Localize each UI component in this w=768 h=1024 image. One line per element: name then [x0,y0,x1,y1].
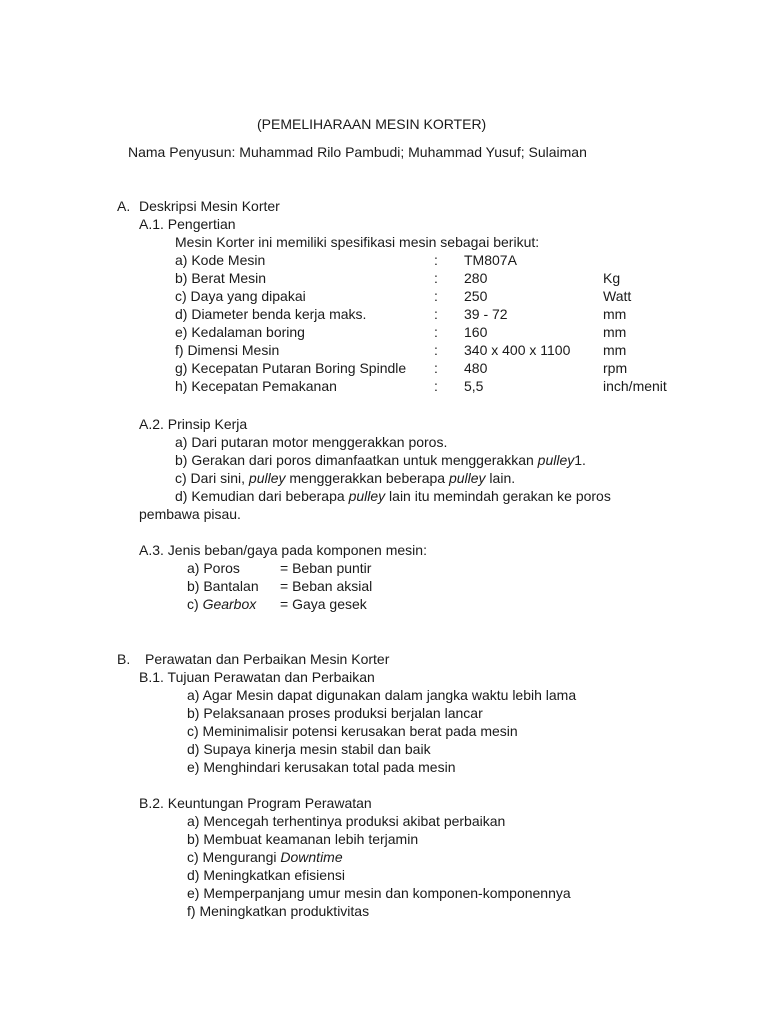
emphasis: pulley [248,470,286,486]
section-b-marker: B. [117,651,131,667]
emphasis: Gearbox [202,596,257,612]
text-run: c) Dari sini, [175,470,249,486]
spec-label: g) Kecepatan Putaran Boring Spindle [175,360,407,376]
document-title: (PEMELIHARAAN MESIN KORTER) [257,116,487,132]
authors-line: Nama Penyusun: Muhammad Rilo Pambudi; Muhammad Yusuf; Sulaiman [128,144,587,160]
section-a-marker: A. [117,198,131,214]
spec-unit: mm [603,342,627,358]
a2-heading: A.2. Prinsip Kerja [139,416,248,432]
b2-item-a: a) Mencegah terhentinya produksi akibat perbaikan [187,813,506,829]
spec-unit: inch/menit [603,378,667,394]
emphasis: pulley [537,452,575,468]
spec-unit: mm [603,324,627,340]
spec-label: h) Kecepatan Pemakanan [175,378,337,394]
spec-value: 340 x 400 x 1100 [464,342,571,358]
a3-heading: A.3. Jenis beban/gaya pada komponen mesin: [139,542,427,558]
b2-heading: B.2. Keuntungan Program Perawatan [139,795,372,811]
spec-sep: : [434,306,438,322]
spec-value: 39 - 72 [464,306,508,322]
spec-sep: : [434,324,438,340]
spec-label: d) Diameter benda kerja maks. [175,306,367,322]
spec-unit: Kg [603,270,621,286]
b1-item: c) Meminimalisir potensi kerusakan berat pada mesin [187,723,518,739]
a1-heading: A.1. Pengertian [139,216,236,232]
b1-item: d) Supaya kinerja mesin stabil dan baik [187,741,431,757]
load-value: = Beban aksial [280,578,373,594]
spec-label: c) Daya yang dipakai [175,288,306,304]
load-value: = Gaya gesek [280,596,367,612]
text-run: lain itu memindah gerakan ke poros [385,488,611,504]
a1-intro: Mesin Korter ini memiliki spesifikasi mesin sebagai berikut: [175,234,540,250]
spec-value: 250 [464,288,488,304]
text-run: menggerakkan beberapa [285,470,449,486]
b1-item: e) Menghindari kerusakan total pada mesin [187,759,456,775]
a2-item-d [175,487,611,505]
spec-unit: mm [603,306,627,322]
spec-sep: : [434,360,438,376]
spec-value: 280 [464,270,488,286]
b1-heading: B.1. Tujuan Perawatan dan Perbaikan [139,669,375,685]
b2-item-e: e) Memperpanjang umur mesin dan komponen-komponennya [187,885,571,901]
text-run: b) Gerakan dari poros dimanfaatkan untuk menggerakkan [175,452,538,468]
spec-unit: rpm [603,360,628,376]
text-run: d) Kemudian dari beberapa [175,488,349,504]
b2-item-f: f) Meningkatkan produktivitas [187,903,370,919]
spec-label: a) Kode Mesin [175,252,266,268]
section-a-heading: Deskripsi Mesin Korter [139,198,280,214]
spec-value: TM807A [464,252,517,268]
b1-item: b) Pelaksanaan proses produksi berjalan lancar [187,705,483,721]
spec-label: e) Kedalaman boring [175,324,305,340]
load-value: = Beban puntir [280,560,372,576]
spec-label: f) Dimensi Mesin [175,342,280,358]
b2-item-b: b) Membuat keamanan lebih terjamin [187,831,419,847]
spec-label: b) Berat Mesin [175,270,267,286]
load-label [187,595,256,613]
text-run: c) [187,596,203,612]
emphasis: pulley [348,488,386,504]
spec-sep: : [434,270,438,286]
spec-value: 480 [464,360,488,376]
a2-item-b [175,451,586,469]
spec-value: 160 [464,324,488,340]
spec-sep: : [434,378,438,394]
emphasis: Downtime [280,849,343,865]
spec-sep: : [434,252,438,268]
spec-value: 5,5 [464,378,484,394]
spec-unit: Watt [603,288,632,304]
section-b-heading: Perawatan dan Perbaikan Mesin Korter [145,651,390,667]
a2-item-c [175,469,515,487]
b2-item-c [187,848,343,866]
a2-item-a: a) Dari putaran motor menggerakkan poros. [175,434,448,450]
text-run: c) Mengurangi [187,849,281,865]
b2-item-d: d) Meningkatkan efisiensi [187,867,345,883]
b1-item: a) Agar Mesin dapat digunakan dalam jangka waktu lebih lama [187,687,577,703]
emphasis: pulley [448,470,486,486]
a2-item-d-cont: pembawa pisau. [139,506,241,522]
spec-sep: : [434,342,438,358]
load-label: a) Poros [187,560,240,576]
spec-sep: : [434,288,438,304]
text-run: lain. [485,470,516,486]
load-label: b) Bantalan [187,578,259,594]
text-run: 1. [574,452,586,468]
